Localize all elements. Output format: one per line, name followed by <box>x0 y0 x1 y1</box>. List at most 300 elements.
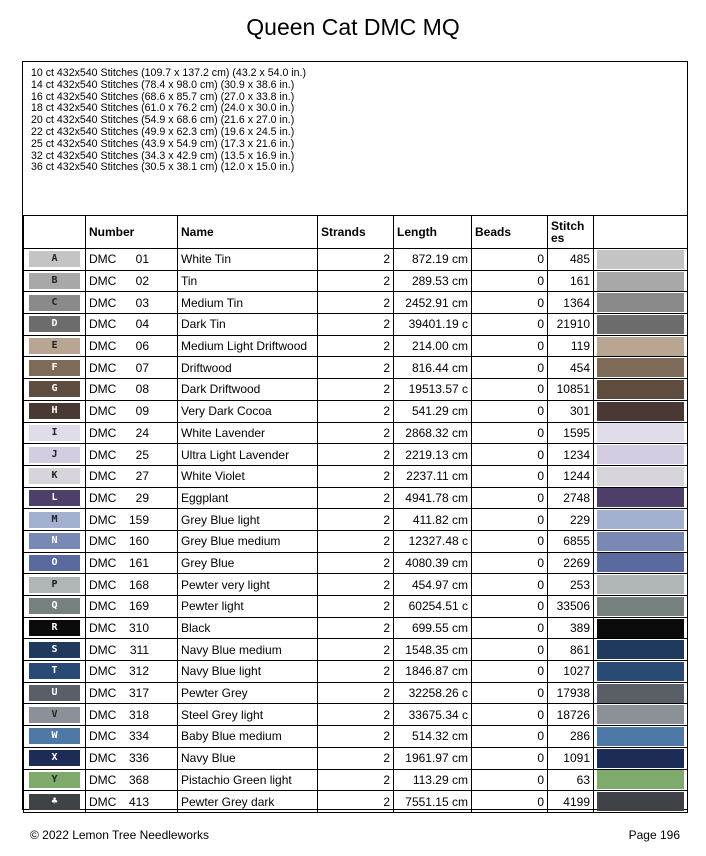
number-cell <box>86 249 178 271</box>
length-cell: 7551.15 cm <box>394 791 472 813</box>
swatch-cell <box>594 444 688 466</box>
symbol-cell <box>24 487 86 509</box>
symbol-chip: Q <box>29 598 80 614</box>
number-cell <box>86 487 178 509</box>
symbol-cell <box>24 335 86 357</box>
length-cell: 4941.78 cm <box>394 487 472 509</box>
stitches-cell: 63 <box>548 769 594 791</box>
thread-legend-table <box>23 215 688 813</box>
length-cell: 699.55 cm <box>394 617 472 639</box>
length-cell: 113.29 cm <box>394 769 472 791</box>
color-swatch <box>597 380 684 399</box>
code-text: 311 <box>129 642 149 657</box>
color-swatch <box>597 358 684 377</box>
strands-cell: 2 <box>318 639 394 661</box>
name-cell: Steel Grey light <box>178 704 318 726</box>
name-cell: Dark Driftwood <box>178 379 318 401</box>
swatch-cell <box>594 552 688 574</box>
brand-text: DMC <box>89 490 117 505</box>
strands-cell: 2 <box>318 357 394 379</box>
symbol-cell <box>24 509 86 531</box>
stitches-cell: 286 <box>548 726 594 748</box>
brand-text: DMC <box>89 274 117 289</box>
name-cell: Grey Blue <box>178 552 318 574</box>
stitches-cell: 1595 <box>548 422 594 444</box>
color-swatch <box>597 315 684 334</box>
brand-text: DMC <box>89 642 117 657</box>
swatch-cell <box>594 487 688 509</box>
beads-cell: 0 <box>472 574 548 596</box>
color-swatch <box>597 272 684 291</box>
length-cell: 2868.32 cm <box>394 422 472 444</box>
strands-cell: 2 <box>318 791 394 813</box>
color-swatch <box>597 532 684 551</box>
beads-cell: 0 <box>472 747 548 769</box>
symbol-chip: A <box>29 251 80 267</box>
stitches-cell: 6855 <box>548 530 594 552</box>
beads-cell: 0 <box>472 552 548 574</box>
number-cell <box>86 574 178 596</box>
table-row <box>24 552 688 574</box>
swatch-cell <box>594 465 688 487</box>
symbol-cell <box>24 639 86 661</box>
swatch-cell <box>594 270 688 292</box>
number-cell <box>86 791 178 813</box>
swatch-cell <box>594 357 688 379</box>
code-text: 334 <box>128 729 149 744</box>
strands-cell: 2 <box>318 552 394 574</box>
beads-cell: 0 <box>472 465 548 487</box>
stitches-cell: 17938 <box>548 682 594 704</box>
brand-text: DMC <box>89 360 117 375</box>
symbol-chip: W <box>29 728 80 744</box>
size-line: 36 ct 432x540 Stitches (30.5 x 38.1 cm) (12.0 x 15.0 in.) <box>31 161 295 174</box>
swatch-cell <box>594 682 688 704</box>
code-text: 04 <box>135 317 149 332</box>
stitches-cell: 119 <box>548 335 594 357</box>
table-row <box>24 292 688 314</box>
table-row <box>24 639 688 661</box>
symbol-chip: R <box>29 620 80 636</box>
number-cell <box>86 769 178 791</box>
table-row <box>24 422 688 444</box>
symbol-cell <box>24 400 86 422</box>
strands-cell: 2 <box>318 617 394 639</box>
code-text: 161 <box>128 555 149 570</box>
symbol-cell <box>24 292 86 314</box>
symbol-cell <box>24 314 86 336</box>
legend-box <box>22 61 688 810</box>
name-cell: Dark Tin <box>178 314 318 336</box>
beads-cell: 0 <box>472 422 548 444</box>
size-line: 22 ct 432x540 Stitches (49.9 x 62.3 cm) (19.6 x 24.5 in.) <box>31 125 295 138</box>
number-cell <box>86 596 178 618</box>
table-header-row <box>24 216 688 249</box>
swatch-cell <box>594 530 688 552</box>
table-row <box>24 747 688 769</box>
length-cell: 32258.26 c <box>394 682 472 704</box>
stitches-cell: 10851 <box>548 379 594 401</box>
table-row <box>24 682 688 704</box>
color-swatch <box>597 402 684 421</box>
swatch-cell <box>594 769 688 791</box>
name-cell: Pewter very light <box>178 574 318 596</box>
symbol-chip: G <box>29 381 80 397</box>
name-cell: Pewter light <box>178 596 318 618</box>
brand-text: DMC <box>89 469 117 484</box>
length-cell: 60254.51 c <box>394 596 472 618</box>
table-row <box>24 314 688 336</box>
color-swatch <box>597 337 684 356</box>
stitches-cell: 1234 <box>548 444 594 466</box>
length-cell: 289.53 cm <box>394 270 472 292</box>
name-cell: White Lavender <box>178 422 318 444</box>
strands-cell: 2 <box>318 747 394 769</box>
table-row <box>24 617 688 639</box>
size-line: 14 ct 432x540 Stitches (78.4 x 98.0 cm) (30.9 x 38.6 in.) <box>31 78 295 91</box>
brand-text: DMC <box>89 664 117 679</box>
color-swatch <box>597 770 684 789</box>
color-swatch <box>597 488 684 507</box>
color-swatch <box>597 467 684 486</box>
name-cell: Tin <box>178 270 318 292</box>
brand-text: DMC <box>89 447 117 462</box>
symbol-chip: S <box>29 642 80 658</box>
number-cell <box>86 422 178 444</box>
code-text: 08 <box>135 382 149 397</box>
code-text: 413 <box>128 794 149 809</box>
table-row <box>24 574 688 596</box>
length-cell: 39401.19 c <box>394 314 472 336</box>
table-row <box>24 444 688 466</box>
swatch-cell <box>594 639 688 661</box>
name-cell: Very Dark Cocoa <box>178 400 318 422</box>
code-text: 03 <box>135 295 149 310</box>
beads-cell: 0 <box>472 530 548 552</box>
code-text: 07 <box>135 360 149 375</box>
name-cell: Eggplant <box>178 487 318 509</box>
table-row <box>24 726 688 748</box>
strands-cell: 2 <box>318 292 394 314</box>
number-cell <box>86 465 178 487</box>
brand-text: DMC <box>89 577 117 592</box>
number-cell <box>86 552 178 574</box>
color-swatch <box>597 749 684 768</box>
symbol-cell <box>24 444 86 466</box>
beads-cell: 0 <box>472 357 548 379</box>
table-row <box>24 357 688 379</box>
code-text: 160 <box>128 534 149 549</box>
length-cell: 2219.13 cm <box>394 444 472 466</box>
beads-cell: 0 <box>472 682 548 704</box>
beads-cell: 0 <box>472 791 548 813</box>
symbol-cell <box>24 552 86 574</box>
header-name: Name <box>178 216 318 249</box>
length-cell: 454.97 cm <box>394 574 472 596</box>
length-cell: 4080.39 cm <box>394 552 472 574</box>
number-cell <box>86 357 178 379</box>
page-title: Queen Cat DMC MQ <box>246 14 460 40</box>
symbol-cell <box>24 704 86 726</box>
name-cell: Navy Blue <box>178 747 318 769</box>
symbol-cell <box>24 465 86 487</box>
swatch-cell <box>594 617 688 639</box>
name-cell: White Violet <box>178 465 318 487</box>
code-text: 312 <box>128 664 149 679</box>
header-length: Length <box>394 216 472 249</box>
stitches-cell: 4199 <box>548 791 594 813</box>
symbol-chip: V <box>29 707 80 723</box>
size-line: 18 ct 432x540 Stitches (61.0 x 76.2 cm) (24.0 x 30.0 in.) <box>31 102 295 115</box>
table-row <box>24 379 688 401</box>
stitches-cell: 253 <box>548 574 594 596</box>
header-stitches: Stitch es <box>548 216 594 249</box>
table-row <box>24 335 688 357</box>
name-cell: Medium Light Driftwood <box>178 335 318 357</box>
table-row <box>24 487 688 509</box>
size-line: 20 ct 432x540 Stitches (54.9 x 68.6 cm) (21.6 x 27.0 in.) <box>31 114 295 127</box>
symbol-cell <box>24 747 86 769</box>
beads-cell: 0 <box>472 487 548 509</box>
stitches-cell: 18726 <box>548 704 594 726</box>
brand-text: DMC <box>89 295 117 310</box>
name-cell: White Tin <box>178 249 318 271</box>
stitches-cell: 1027 <box>548 661 594 683</box>
beads-cell: 0 <box>472 704 548 726</box>
number-cell <box>86 509 178 531</box>
symbol-chip: D <box>29 316 80 332</box>
table-row <box>24 509 688 531</box>
code-text: 169 <box>128 599 149 614</box>
size-line: 25 ct 432x540 Stitches (43.9 x 54.9 cm) (17.3 x 21.6 in.) <box>31 137 295 150</box>
code-text: 168 <box>128 577 149 592</box>
swatch-cell <box>594 292 688 314</box>
symbol-cell <box>24 661 86 683</box>
strands-cell: 2 <box>318 596 394 618</box>
strands-cell: 2 <box>318 487 394 509</box>
beads-cell: 0 <box>472 400 548 422</box>
brand-text: DMC <box>89 534 117 549</box>
code-text: 25 <box>135 447 149 462</box>
length-cell: 12327.48 c <box>394 530 472 552</box>
number-cell <box>86 617 178 639</box>
strands-cell: 2 <box>318 509 394 531</box>
number-cell <box>86 530 178 552</box>
beads-cell: 0 <box>472 314 548 336</box>
color-swatch <box>597 445 684 464</box>
length-cell: 541.29 cm <box>394 400 472 422</box>
length-cell: 514.32 cm <box>394 726 472 748</box>
stitches-cell: 1091 <box>548 747 594 769</box>
symbol-cell <box>24 682 86 704</box>
symbol-chip: M <box>29 512 80 528</box>
size-line: 16 ct 432x540 Stitches (68.6 x 85.7 cm) (27.0 x 33.8 in.) <box>31 90 295 103</box>
number-cell <box>86 270 178 292</box>
code-text: 310 <box>128 621 149 636</box>
beads-cell: 0 <box>472 249 548 271</box>
beads-cell: 0 <box>472 726 548 748</box>
color-swatch <box>597 553 684 572</box>
header-beads: Beads <box>472 216 548 249</box>
swatch-cell <box>594 509 688 531</box>
strands-cell: 2 <box>318 422 394 444</box>
code-text: 06 <box>135 339 149 354</box>
symbol-chip: I <box>29 425 80 441</box>
color-swatch <box>597 684 684 703</box>
length-cell: 2452.91 cm <box>394 292 472 314</box>
symbol-chip: E <box>29 338 80 354</box>
stitches-cell: 229 <box>548 509 594 531</box>
stitches-cell: 161 <box>548 270 594 292</box>
stitches-cell: 454 <box>548 357 594 379</box>
symbol-cell <box>24 422 86 444</box>
brand-text: DMC <box>89 794 117 809</box>
name-cell: Navy Blue medium <box>178 639 318 661</box>
beads-cell: 0 <box>472 596 548 618</box>
beads-cell: 0 <box>472 509 548 531</box>
swatch-cell <box>594 249 688 271</box>
code-text: 09 <box>135 404 149 419</box>
symbol-chip: J <box>29 447 80 463</box>
brand-text: DMC <box>89 772 117 787</box>
color-swatch <box>597 792 684 811</box>
number-cell <box>86 379 178 401</box>
length-cell: 214.00 cm <box>394 335 472 357</box>
stitches-cell: 1364 <box>548 292 594 314</box>
swatch-cell <box>594 422 688 444</box>
symbol-chip: X <box>29 750 80 766</box>
number-cell <box>86 444 178 466</box>
symbol-chip: C <box>29 295 80 311</box>
name-cell: Grey Blue light <box>178 509 318 531</box>
length-cell: 872.19 cm <box>394 249 472 271</box>
table-row <box>24 704 688 726</box>
name-cell: Pewter Grey <box>178 682 318 704</box>
strands-cell: 2 <box>318 530 394 552</box>
stitches-cell: 1244 <box>548 465 594 487</box>
number-cell <box>86 704 178 726</box>
strands-cell: 2 <box>318 444 394 466</box>
swatch-cell <box>594 661 688 683</box>
brand-text: DMC <box>89 425 117 440</box>
color-swatch <box>597 510 684 529</box>
swatch-cell <box>594 335 688 357</box>
strands-cell: 2 <box>318 769 394 791</box>
swatch-cell <box>594 791 688 813</box>
strands-cell: 2 <box>318 379 394 401</box>
strands-cell: 2 <box>318 335 394 357</box>
number-cell <box>86 747 178 769</box>
swatch-cell <box>594 379 688 401</box>
beads-cell: 0 <box>472 617 548 639</box>
beads-cell: 0 <box>472 661 548 683</box>
code-text: 318 <box>128 707 149 722</box>
code-text: 317 <box>128 686 149 701</box>
table-row <box>24 400 688 422</box>
code-text: 368 <box>128 772 149 787</box>
stitches-cell: 2748 <box>548 487 594 509</box>
size-list <box>31 68 306 174</box>
symbol-cell <box>24 379 86 401</box>
name-cell: Ultra Light Lavender <box>178 444 318 466</box>
color-swatch <box>597 423 684 442</box>
swatch-cell <box>594 747 688 769</box>
strands-cell: 2 <box>318 465 394 487</box>
symbol-chip: F <box>29 360 80 376</box>
number-cell <box>86 639 178 661</box>
header-symbol <box>24 216 86 249</box>
swatch-cell <box>594 704 688 726</box>
color-swatch <box>597 662 684 681</box>
size-line: 32 ct 432x540 Stitches (34.3 x 42.9 cm) (13.5 x 16.9 in.) <box>31 149 295 162</box>
beads-cell: 0 <box>472 379 548 401</box>
symbol-cell <box>24 249 86 271</box>
beads-cell: 0 <box>472 270 548 292</box>
brand-text: DMC <box>89 512 117 527</box>
number-cell <box>86 335 178 357</box>
name-cell: Grey Blue medium <box>178 530 318 552</box>
beads-cell: 0 <box>472 444 548 466</box>
length-cell: 816.44 cm <box>394 357 472 379</box>
swatch-cell <box>594 574 688 596</box>
length-cell: 2237.11 cm <box>394 465 472 487</box>
symbol-cell <box>24 596 86 618</box>
brand-text: DMC <box>89 686 117 701</box>
color-swatch <box>597 727 684 746</box>
strands-cell: 2 <box>318 270 394 292</box>
length-cell: 19513.57 c <box>394 379 472 401</box>
symbol-chip: P <box>29 577 80 593</box>
header-swatch <box>594 216 688 249</box>
code-text: 01 <box>135 252 149 267</box>
symbol-chip: H <box>29 403 80 419</box>
stitches-cell: 2269 <box>548 552 594 574</box>
number-cell <box>86 292 178 314</box>
number-cell <box>86 314 178 336</box>
code-text: 29 <box>135 490 149 505</box>
color-swatch <box>597 705 684 724</box>
stitches-cell: 21910 <box>548 314 594 336</box>
table-row <box>24 270 688 292</box>
strands-cell: 2 <box>318 400 394 422</box>
code-text: 159 <box>128 512 149 527</box>
name-cell: Navy Blue light <box>178 661 318 683</box>
name-cell: Black <box>178 617 318 639</box>
table-row <box>24 661 688 683</box>
table-row <box>24 769 688 791</box>
length-cell: 1961.97 cm <box>394 747 472 769</box>
symbol-chip: L <box>29 490 80 506</box>
strands-cell: 2 <box>318 661 394 683</box>
code-text: 27 <box>135 469 149 484</box>
symbol-cell <box>24 769 86 791</box>
symbol-cell <box>24 574 86 596</box>
symbol-chip: O <box>29 555 80 571</box>
size-line: 10 ct 432x540 Stitches (109.7 x 137.2 cm) (43.2 x 54.0 in.) <box>31 67 307 79</box>
number-cell <box>86 682 178 704</box>
copyright-text: © 2022 Lemon Tree Needleworks <box>30 828 209 842</box>
swatch-cell <box>594 400 688 422</box>
table-row <box>24 791 688 813</box>
brand-text: DMC <box>89 404 117 419</box>
strands-cell: 2 <box>318 704 394 726</box>
stitches-cell: 861 <box>548 639 594 661</box>
strands-cell: 2 <box>318 249 394 271</box>
header-number: Number <box>86 216 178 249</box>
symbol-chip: B <box>29 273 80 289</box>
strands-cell: 2 <box>318 314 394 336</box>
beads-cell: 0 <box>472 769 548 791</box>
